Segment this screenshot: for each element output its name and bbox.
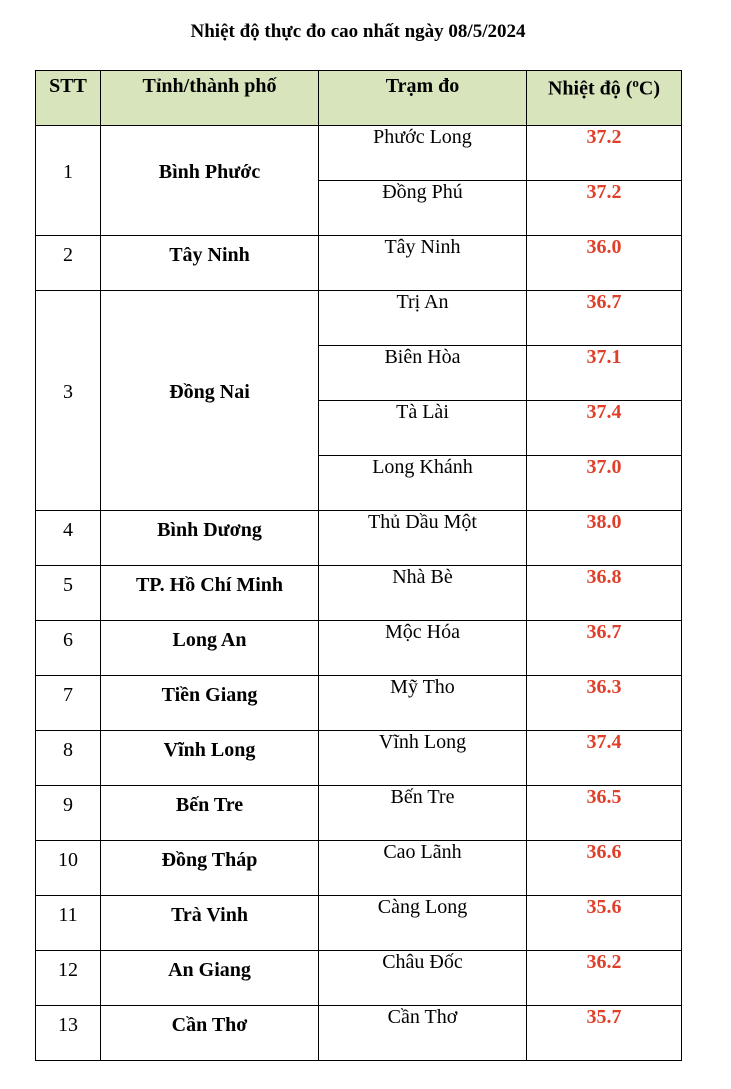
station-name: Cần Thơ bbox=[319, 1006, 527, 1061]
table-row bbox=[36, 621, 682, 676]
province-cell bbox=[101, 621, 319, 676]
stt-cell bbox=[36, 841, 101, 896]
header-temperature-degree: o bbox=[632, 75, 639, 90]
station-name: Cao Lãnh bbox=[319, 841, 527, 896]
province-name: Tây Ninh bbox=[169, 243, 250, 266]
station-name: Thủ Dầu Một bbox=[319, 511, 527, 566]
table-row bbox=[36, 676, 682, 731]
stt-cell bbox=[36, 731, 101, 786]
stt-value: 6 bbox=[63, 628, 73, 651]
station-name: Tây Ninh bbox=[319, 236, 527, 291]
station-name: Nhà Bè bbox=[319, 566, 527, 621]
stt-cell bbox=[36, 566, 101, 621]
table-row bbox=[36, 841, 682, 896]
table-row bbox=[36, 291, 682, 346]
stt-cell bbox=[36, 1006, 101, 1061]
temperature-value: 36.3 bbox=[527, 676, 682, 731]
table-row bbox=[36, 236, 682, 291]
table-row bbox=[36, 566, 682, 621]
station-name: Bến Tre bbox=[319, 786, 527, 841]
page-title: Nhiệt độ thực đo cao nhất ngày 08/5/2024 bbox=[190, 21, 526, 42]
stt-value: 1 bbox=[63, 161, 73, 183]
province-name: Đồng Nai bbox=[169, 381, 250, 403]
province-name: An Giang bbox=[168, 958, 251, 981]
temperature-value: 37.4 bbox=[527, 401, 682, 456]
province-name: Bình Phước bbox=[158, 161, 261, 183]
temperature-table bbox=[35, 70, 682, 1061]
province-cell bbox=[101, 676, 319, 731]
temperature-value: 37.1 bbox=[527, 346, 682, 401]
stt-value: 9 bbox=[63, 793, 73, 816]
header-stt: STT bbox=[36, 71, 101, 126]
stt-value: 2 bbox=[63, 243, 73, 266]
table-row bbox=[36, 1006, 682, 1061]
province-name: Vĩnh Long bbox=[163, 738, 256, 761]
province-name: TP. Hồ Chí Minh bbox=[135, 573, 284, 596]
temperature-value: 36.8 bbox=[527, 566, 682, 621]
province-cell bbox=[101, 236, 319, 291]
station-name: Mộc Hóa bbox=[319, 621, 527, 676]
header-temperature bbox=[527, 71, 682, 126]
temperature-value: 36.2 bbox=[527, 951, 682, 1006]
table-row bbox=[36, 786, 682, 841]
province-cell bbox=[101, 896, 319, 951]
temperature-value: 36.7 bbox=[527, 291, 682, 346]
temperature-value: 37.4 bbox=[527, 731, 682, 786]
temperature-value: 36.6 bbox=[527, 841, 682, 896]
station-name: Càng Long bbox=[319, 896, 527, 951]
temperature-value: 35.7 bbox=[527, 1006, 682, 1061]
stt-value: 11 bbox=[58, 903, 78, 926]
province-cell bbox=[101, 126, 319, 236]
province-cell bbox=[101, 291, 319, 511]
stt-value: 10 bbox=[58, 848, 78, 871]
province-cell bbox=[101, 511, 319, 566]
station-name: Châu Đốc bbox=[319, 951, 527, 1006]
station-name: Phước Long bbox=[319, 126, 527, 181]
stt-cell bbox=[36, 786, 101, 841]
station-name: Trị An bbox=[319, 291, 527, 346]
station-name: Mỹ Tho bbox=[319, 676, 527, 731]
stt-cell bbox=[36, 951, 101, 1006]
stt-cell bbox=[36, 676, 101, 731]
temperature-value: 36.7 bbox=[527, 621, 682, 676]
stt-cell bbox=[36, 621, 101, 676]
temperature-value: 36.5 bbox=[527, 786, 682, 841]
table-row bbox=[36, 896, 682, 951]
province-cell bbox=[101, 1006, 319, 1061]
stt-value: 12 bbox=[58, 958, 78, 981]
stt-value: 3 bbox=[63, 381, 73, 403]
station-name: Vĩnh Long bbox=[319, 731, 527, 786]
stt-cell bbox=[36, 236, 101, 291]
table-header-row bbox=[36, 71, 682, 126]
province-name: Tiền Giang bbox=[161, 683, 258, 706]
stt-value: 4 bbox=[63, 518, 73, 541]
stt-value: 8 bbox=[63, 738, 73, 761]
stt-cell bbox=[36, 291, 101, 511]
table-row bbox=[36, 731, 682, 786]
temperature-value: 37.0 bbox=[527, 456, 682, 511]
stt-value: 13 bbox=[58, 1013, 78, 1036]
station-name: Tà Lài bbox=[319, 401, 527, 456]
table-body bbox=[36, 126, 682, 1061]
province-name: Long An bbox=[172, 628, 247, 651]
table-row bbox=[36, 126, 682, 181]
province-cell bbox=[101, 841, 319, 896]
table-row bbox=[36, 511, 682, 566]
stt-value: 7 bbox=[63, 683, 73, 706]
temperature-value: 37.2 bbox=[527, 126, 682, 181]
province-name: Cần Thơ bbox=[171, 1013, 248, 1036]
temperature-value: 37.2 bbox=[527, 181, 682, 236]
station-name: Đồng Phú bbox=[319, 181, 527, 236]
temperature-value: 38.0 bbox=[527, 511, 682, 566]
province-cell bbox=[101, 731, 319, 786]
header-province: Tỉnh/thành phố bbox=[101, 71, 319, 126]
province-name: Trà Vinh bbox=[171, 903, 248, 926]
province-name: Bình Dương bbox=[157, 518, 262, 541]
header-temperature-suffix: C) bbox=[638, 77, 661, 100]
station-name: Biên Hòa bbox=[319, 346, 527, 401]
province-cell bbox=[101, 951, 319, 1006]
stt-cell bbox=[36, 896, 101, 951]
header-temperature-prefix: Nhiệt độ ( bbox=[547, 77, 633, 100]
province-cell bbox=[101, 786, 319, 841]
stt-cell bbox=[36, 126, 101, 236]
temperature-value: 35.6 bbox=[527, 896, 682, 951]
province-name: Đồng Tháp bbox=[161, 848, 258, 871]
stt-value: 5 bbox=[63, 573, 73, 596]
temperature-value: 36.0 bbox=[527, 236, 682, 291]
province-name: Bến Tre bbox=[175, 793, 244, 816]
table-row bbox=[36, 951, 682, 1006]
province-cell bbox=[101, 566, 319, 621]
header-station: Trạm đo bbox=[319, 71, 527, 126]
stt-cell bbox=[36, 511, 101, 566]
station-name: Long Khánh bbox=[319, 456, 527, 511]
